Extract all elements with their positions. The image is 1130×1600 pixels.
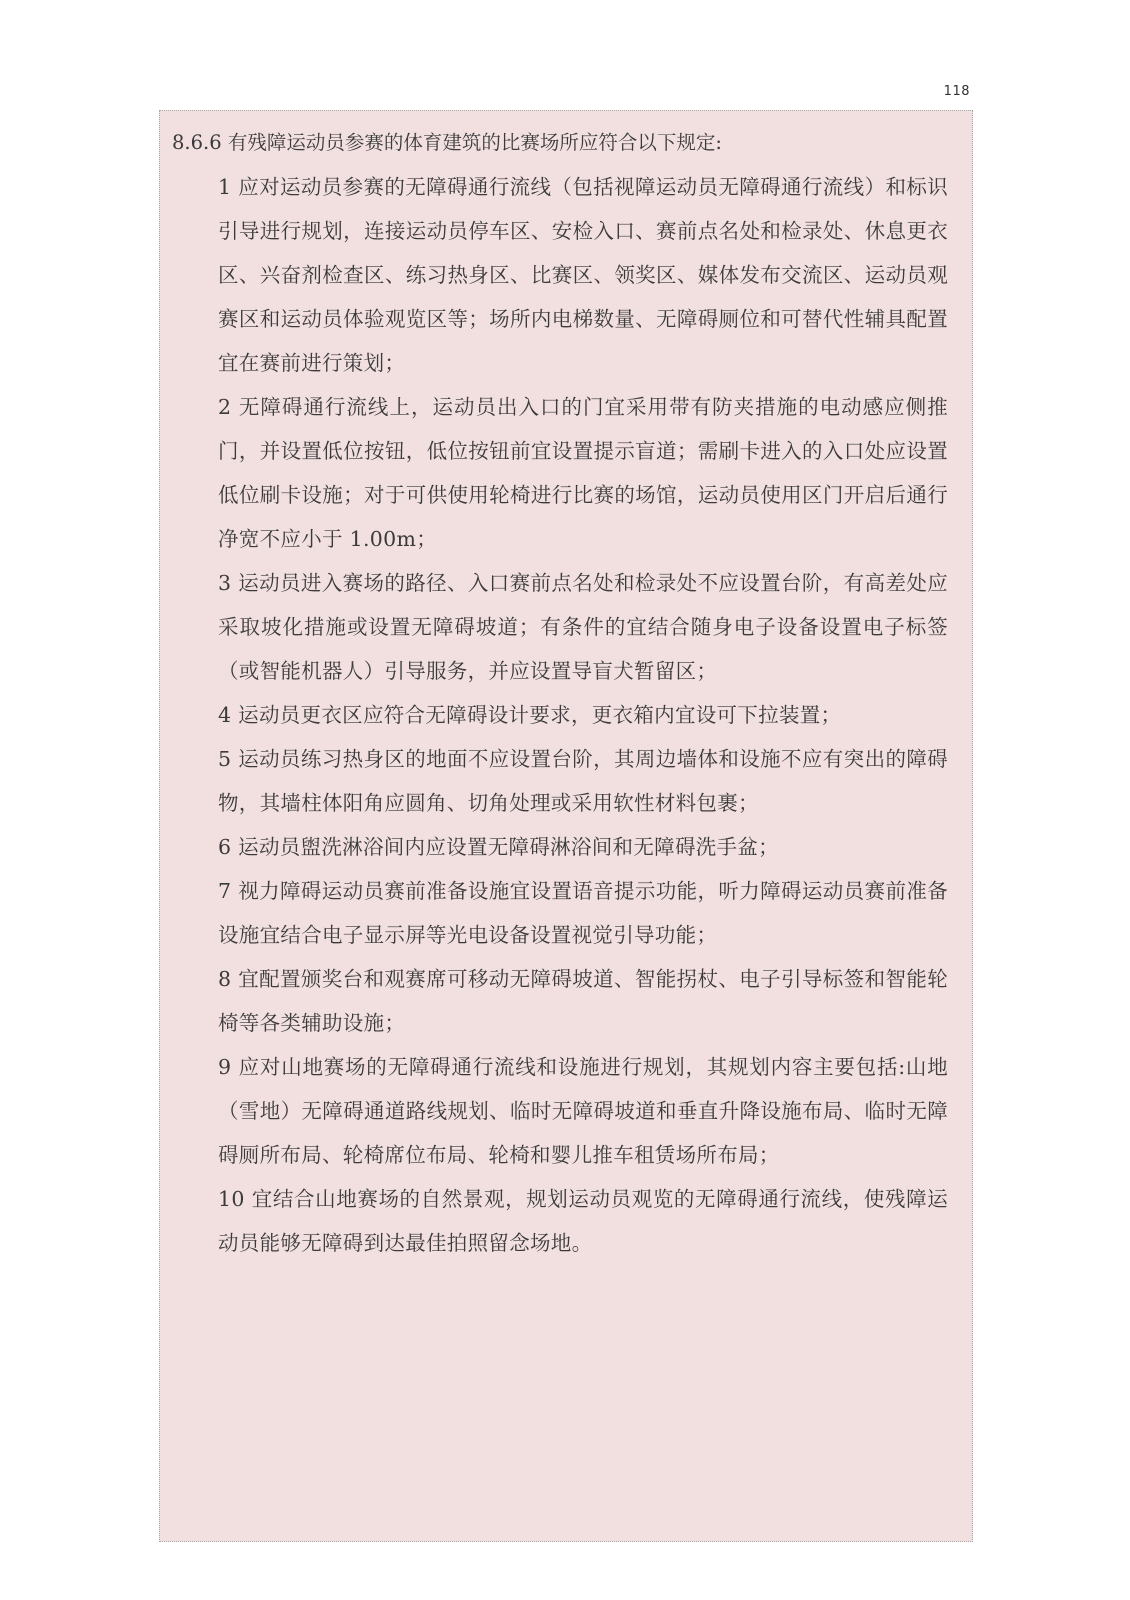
clause-content-box (159, 110, 973, 1542)
clause-heading: 8.6.6 有残障运动员参赛的体育建筑的比赛场所应符合以下规定: (172, 131, 722, 154)
page-number: 118 (943, 84, 970, 99)
clause-item-4: 4 运动员更衣区应符合无障碍设计要求，更衣箱内宜设可下拉装置； (218, 703, 842, 727)
clause-item-2: 2 无障碍通行流线上，运动员出入口的门宜采用带有防夹措施的电动感应侧推门，并设置低位按钮，低位按钮前宜设置提示盲道；需刷卡进入的入口处应设置低位刷卡设施；对于可供使用轮椅进行比赛的场馆，运动员使用区门开启后通行净宽不应小于 1.00m； (218, 395, 948, 551)
clause-item-6: 6 运动员盥洗淋浴间内应设置无障碍淋浴间和无障碍洗手盆； (218, 835, 779, 859)
clause-item-9: 9 应对山地赛场的无障碍通行流线和设施进行规划，其规划内容主要包括:山地（雪地）无障碍通道路线规划、临时无障碍坡道和垂直升降设施布局、临时无障碍厕所布局、轮椅席位布局、轮椅和婴儿推车租赁场所布局； (218, 1055, 948, 1167)
clause-item-5: 5 运动员练习热身区的地面不应设置台阶，其周边墙体和设施不应有突出的障碍物，其墙柱体阳角应圆角、切角处理或采用软性材料包裹； (218, 747, 948, 815)
clause-item-7: 7 视力障碍运动员赛前准备设施宜设置语音提示功能，听力障碍运动员赛前准备设施宜结合电子显示屏等光电设备设置视觉引导功能； (218, 879, 948, 947)
clause-item-3: 3 运动员进入赛场的路径、入口赛前点名处和检录处不应设置台阶，有高差处应采取坡化措施或设置无障碍坡道；有条件的宜结合随身电子设备设置电子标签（或智能机器人）引导服务，并应设置导盲犬暂留区； (218, 571, 948, 683)
clause-item-8: 8 宜配置颁奖台和观赛席可移动无障碍坡道、智能拐杖、电子引导标签和智能轮椅等各类辅助设施； (218, 967, 948, 1035)
clause-item-10: 10 宜结合山地赛场的自然景观，规划运动员观览的无障碍通行流线，使残障运动员能够无障碍到达最佳拍照留念场地。 (218, 1187, 948, 1255)
clause-item-1: 1 应对运动员参赛的无障碍通行流线（包括视障运动员无障碍通行流线）和标识引导进行规划，连接运动员停车区、安检入口、赛前点名处和检录处、休息更衣区、兴奋剂检查区、练习热身区、比赛区、领奖区、媒体发布交流区、运动员观赛区和运动员体验观览区等；场所内电梯数量、无障碍厕位和可替代性辅具配置宜在赛前进行策划； (218, 175, 948, 375)
